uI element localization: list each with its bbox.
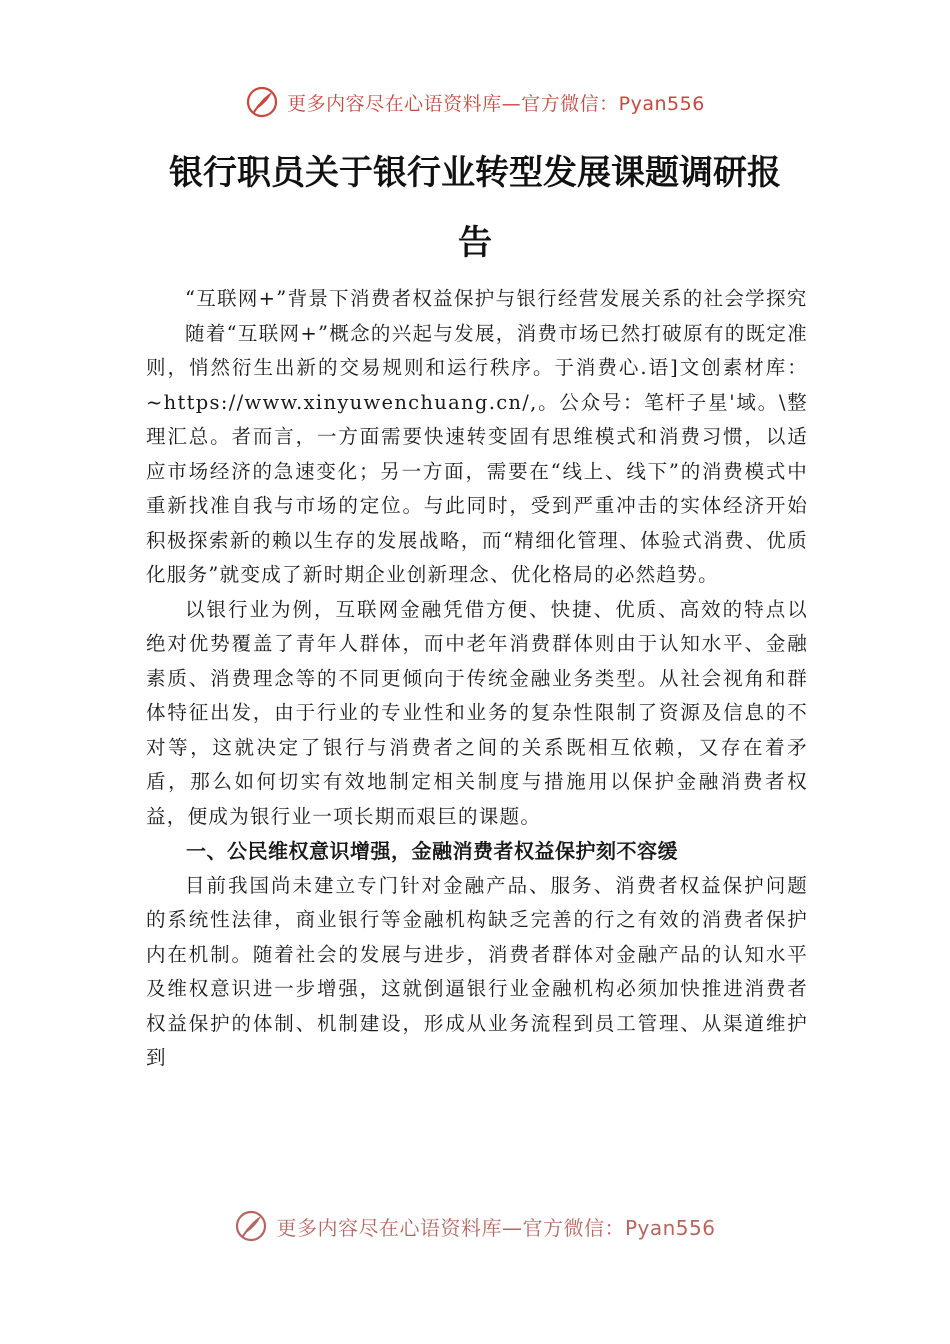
document-body <box>146 282 808 1076</box>
body-paragraph: 以银行业为例，互联网金融凭借方便、快捷、优质、高效的特点以绝对优势覆盖了青年人群体，而中老年消费群体则由于认知水平、金融素质、消费理念等的不同更倾向于传统金融业务类型。从社会视角和群体特征出发，由于行业的专业性和业务的复杂性限制了资源及信息的不对等，这就决定了银行与消费者之间的关系既相互依赖，又存在着矛盾，那么如何切实有效地制定相关制度与措施用以保护金融消费者权益，便成为银行业一项长期而艰巨的课题。 <box>146 597 808 828</box>
body-paragraph: 目前我国尚未建立专门针对金融产品、服务、消费者权益保护问题的系统性法律，商业银行等金融机构缺乏完善的行之有效的消费者保护内在机制。随着社会的发展与进步，消费者群体对金融产品的认知水平及维权意识进一步增强，这就倒逼银行业金融机构必须加快推进消费者权益保护的体制、机制建设，形成从业务流程到员工管理、从渠道维护到 <box>146 873 808 1069</box>
subtitle-paragraph: “互联网+”背景下消费者权益保护与银行经营发展关系的社会学探究 <box>185 287 808 310</box>
document-title: 银行职员关于银行业转型发展课题调研报 <box>169 153 781 193</box>
body-paragraph: 随着“互联网+”概念的兴起与发展，消费市场已然打破原有的既定准则，悄然衍生出新的交易规则和运行秩序。于消费心.语]文创素材库：~https://www.xinyuwenchuang.cn/,。公众号：笔杆子星'域。\整理汇总。者而言，一方面需要快速转变固有思维模式和消费习惯，以适应市场经济的急速变化；另一方面，需要在“线上、线下”的消费模式中重新找准自我与市场的定位。与此同时，受到严重冲击的实体经济开始积极探索新的赖以生存的发展战略，而“精细化管理、体验式消费、优质化服务”就变成了新时期企业创新理念、优化格局的必然趋势。 <box>146 321 808 586</box>
document-title-continued: 告 <box>458 223 492 263</box>
watermark-banner-bottom <box>0 1204 950 1248</box>
section-heading: 一、公民维权意识增强，金融消费者权益保护刻不容缓 <box>186 839 678 863</box>
watermark-text: 更多内容尽在心语资料库—官方微信：Pyan556 <box>276 1215 716 1240</box>
watermark-text: 更多内容尽在心语资料库—官方微信：Pyan556 <box>287 92 705 115</box>
quill-logo-icon <box>234 1209 268 1243</box>
